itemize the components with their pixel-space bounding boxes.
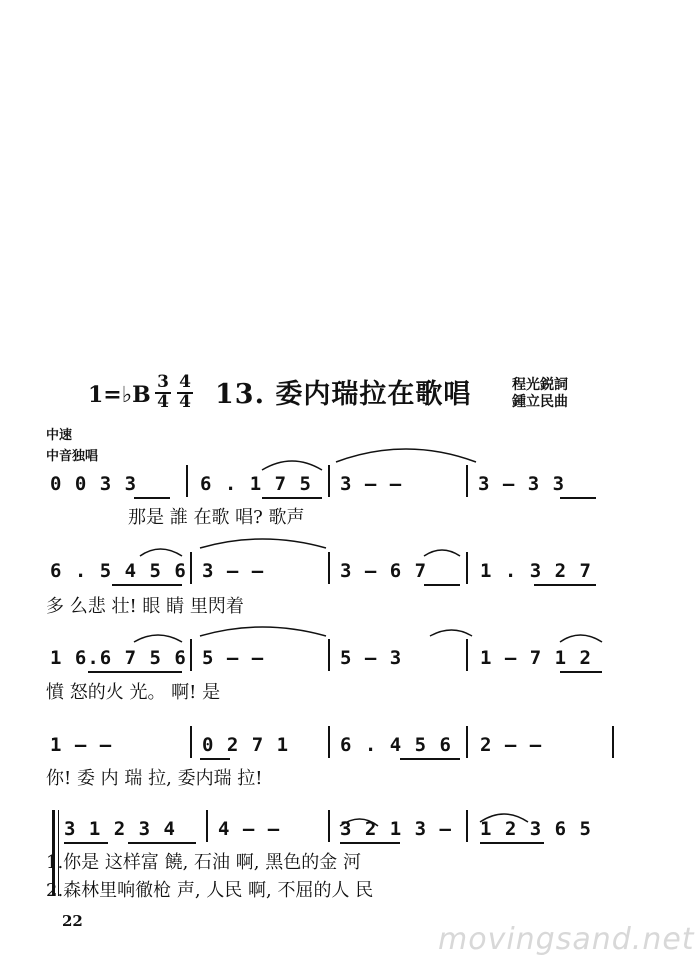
measure-5-3: 3 2 1 3 – — [340, 818, 452, 840]
watermark: movingsand.net — [438, 922, 695, 957]
slur — [200, 627, 326, 636]
song-title: 13. 委内瑞拉在歌唱 — [215, 379, 472, 410]
lyricist-credit: 程光鋭詞 — [512, 377, 568, 393]
slur — [134, 635, 182, 642]
measure-4-1: 1 – – — [50, 734, 113, 756]
tempo-marking: 中速 — [46, 428, 73, 443]
measure-5-4: 1 2 3 6 5 — [480, 818, 592, 840]
page-number: 22 — [62, 912, 83, 930]
lyrics-line: 多 么悲 壮! 眼 睛 里閃着 — [46, 596, 244, 617]
measure-3-1: 1 6.6 7 5 6 — [50, 647, 187, 669]
composer-credit: 鍾立民曲 — [512, 394, 568, 410]
slur — [340, 819, 378, 826]
slur — [480, 814, 528, 822]
slur — [430, 630, 472, 636]
measure-3-2: 5 – – — [202, 647, 265, 669]
measure-2-4: 1 . 3 2 7 — [480, 560, 592, 582]
measure-1-3: 3 – – — [340, 473, 403, 495]
lyrics-line: 你! 委 内 瑞 拉, 委内瑞 拉! — [46, 768, 263, 789]
lyrics-line: 憤 怒的火 光。 啊! 是 — [46, 682, 221, 703]
time-signature-3-4: 3 4 — [152, 374, 174, 411]
measure-2-3: 3 – 6 7 — [340, 560, 428, 582]
slur — [560, 635, 602, 642]
measure-1-1: 0 0 3 3 — [50, 473, 138, 495]
slur — [262, 461, 322, 470]
measure-3-4: 1 – 7 1 2 — [480, 647, 592, 669]
measure-3-3: 5 – 3 — [340, 647, 403, 669]
measure-4-4: 2 – – — [480, 734, 543, 756]
measure-5-1: 3 1 2 3 4 — [64, 818, 176, 840]
lyrics-verse-1: 1.你是 这样富 饒, 石油 啊, 黑色的金 河 — [46, 852, 361, 873]
slur — [200, 539, 326, 548]
time-signature-4-4: 4 4 — [174, 374, 196, 411]
slur — [336, 449, 476, 462]
voice-marking: 中音独唱 — [46, 449, 99, 464]
measure-1-4: 3 – 3 3 — [478, 473, 566, 495]
slur — [140, 549, 182, 556]
measure-4-2: 0 2 7 1 — [202, 734, 290, 756]
slur — [424, 550, 460, 556]
lyrics-line: 那是 誰 在歌 唱? 歌声 — [128, 507, 305, 528]
measure-1-2: 6 . 1 7 5 — [200, 473, 312, 495]
key-signature: 1=♭B — [88, 382, 151, 408]
measure-2-2: 3 – – — [202, 560, 265, 582]
measure-2-1: 6 . 5 4 5 6 — [50, 560, 187, 582]
measure-4-3: 6 . 4 5 6 — [340, 734, 452, 756]
measure-5-2: 4 – – — [218, 818, 281, 840]
lyrics-verse-2: 2.森林里响徹枪 声, 人民 啊, 不屈的人 民 — [46, 880, 374, 901]
